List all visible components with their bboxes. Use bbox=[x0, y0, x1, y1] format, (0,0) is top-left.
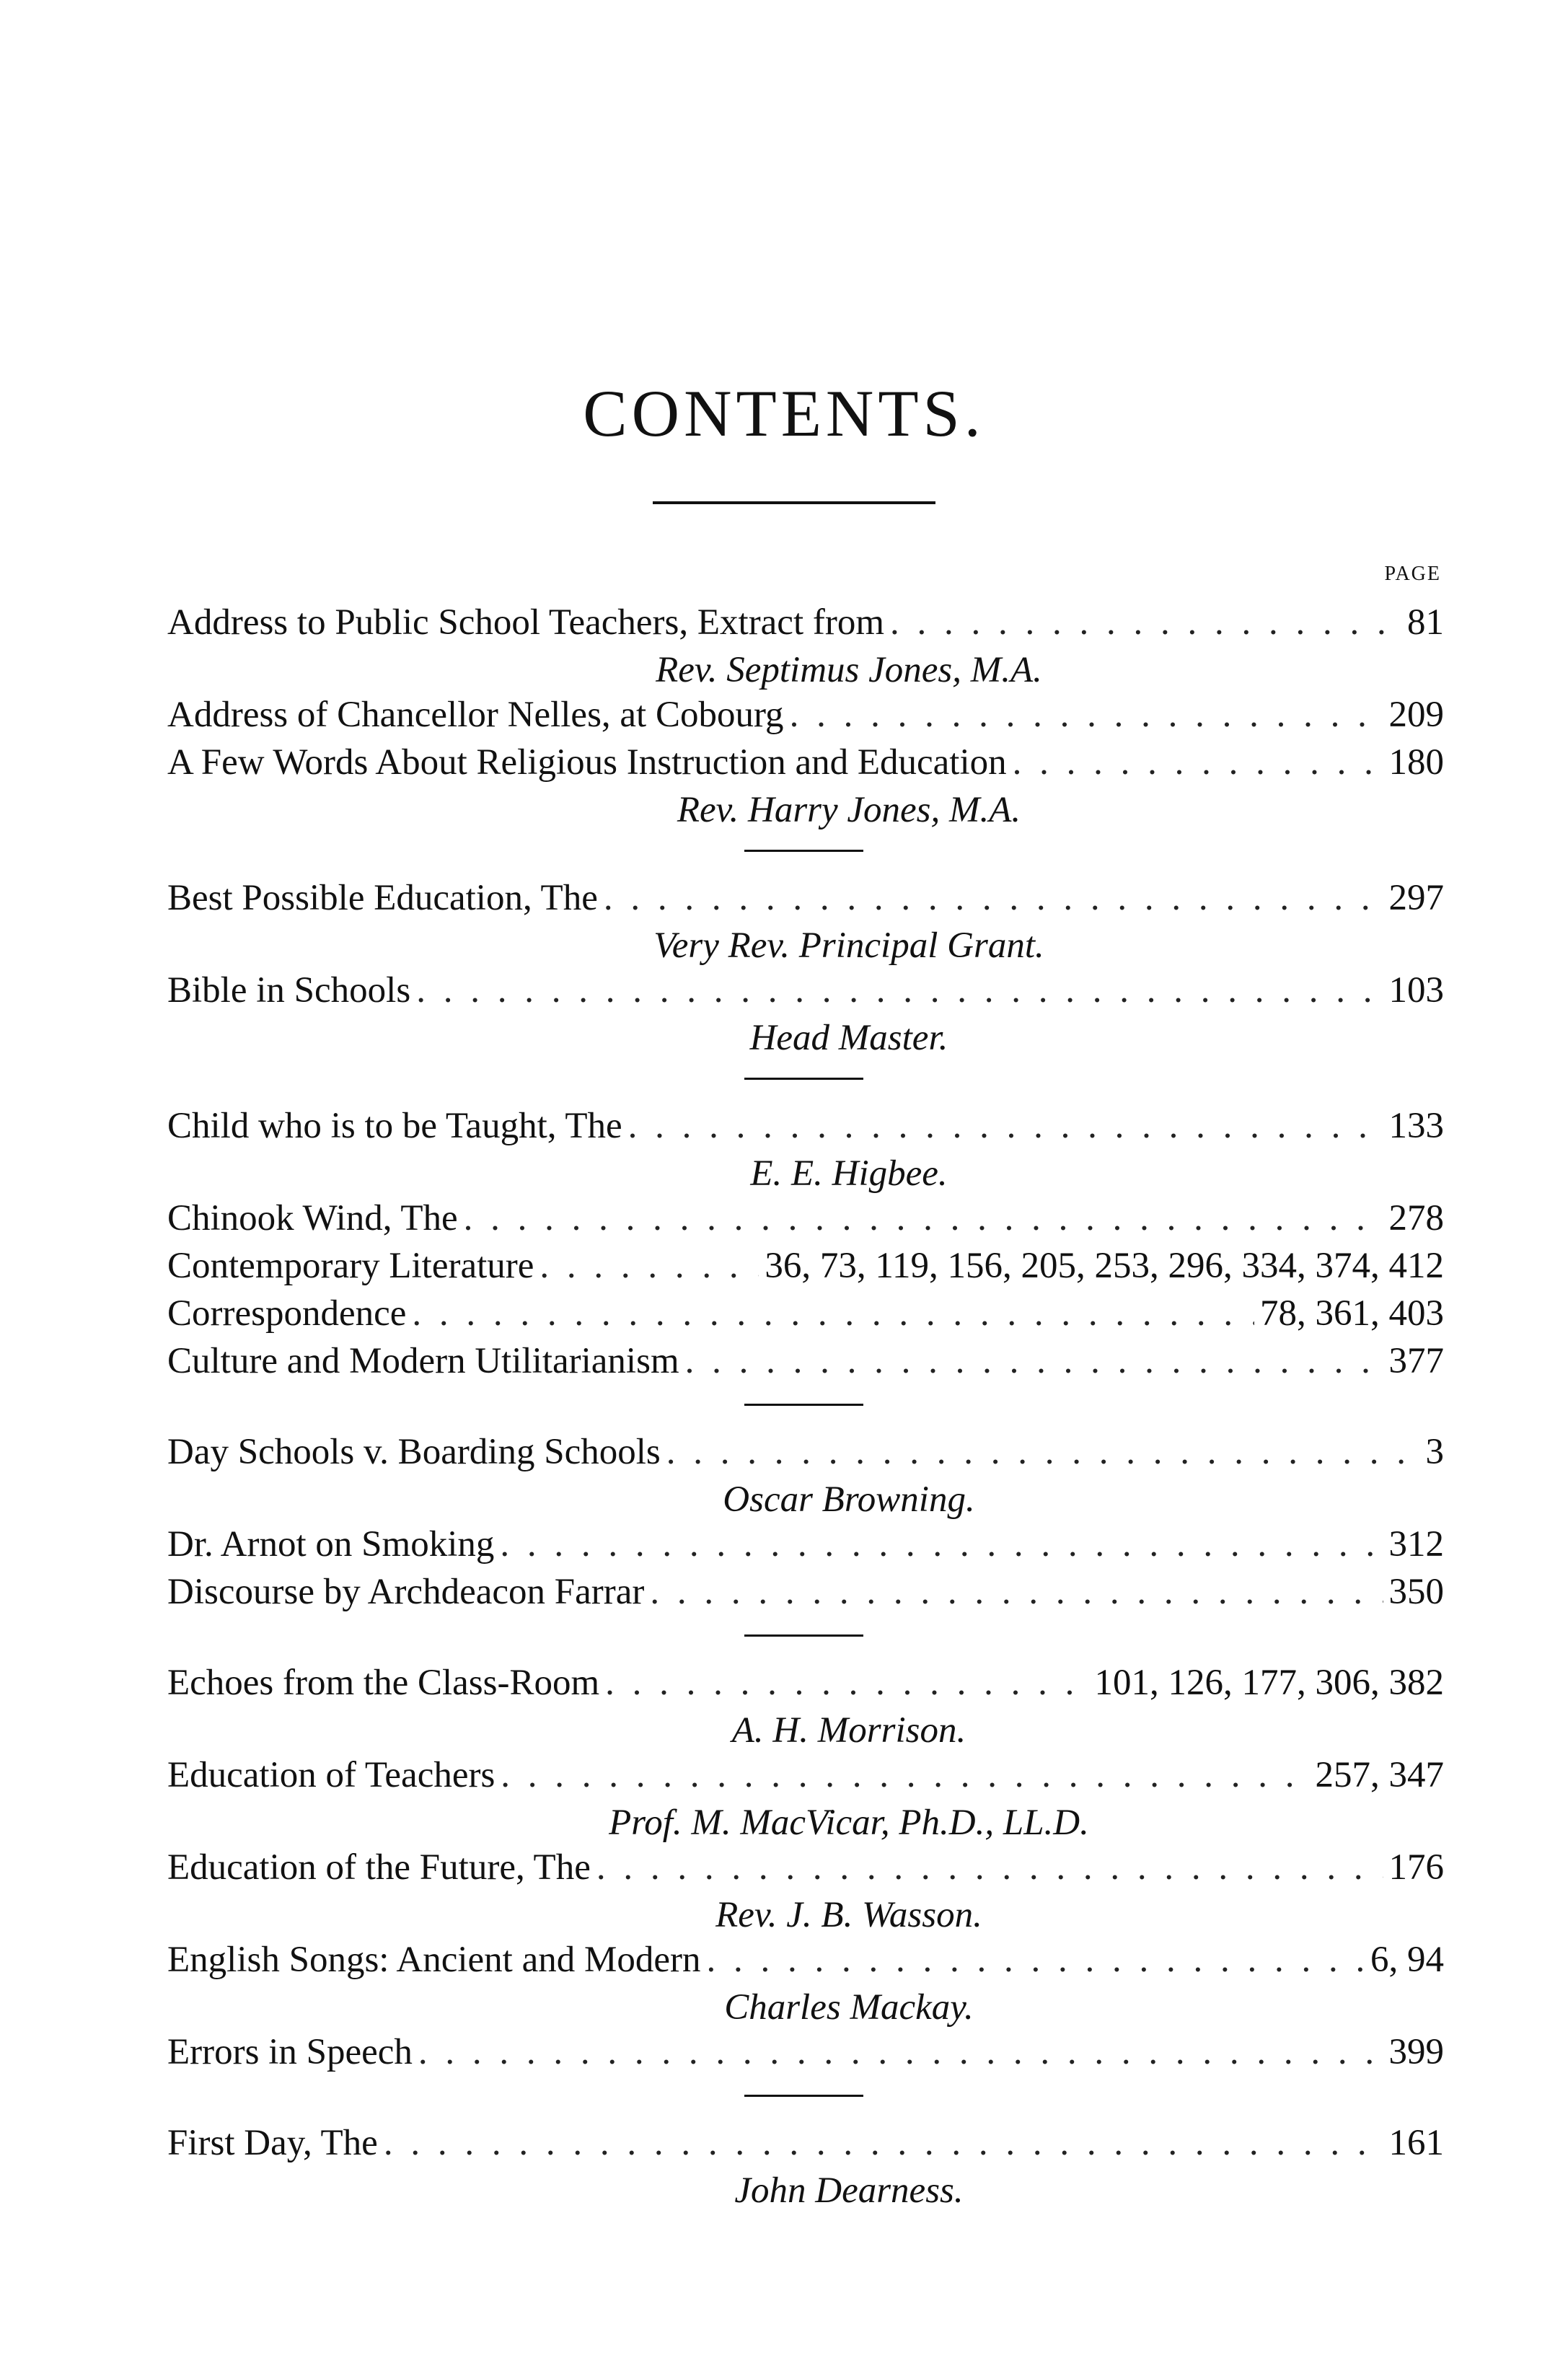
toc-entry[interactable] bbox=[167, 1337, 1444, 1385]
entry-author: John Dearness. bbox=[734, 2170, 964, 2211]
dot-leader bbox=[706, 1936, 1365, 1984]
entry-pages: 399 bbox=[1388, 2032, 1444, 2072]
entry-author: Charles Mackay. bbox=[724, 1987, 974, 2028]
entry-author: A. H. Morrison. bbox=[731, 1710, 966, 1751]
toc-entry[interactable] bbox=[167, 739, 1444, 786]
entry-title: Discourse by Archdeacon Farrar bbox=[167, 1572, 645, 1612]
entry-title: Address of Chancellor Nelles, at Cobourg bbox=[167, 695, 784, 735]
entry-pages: 209 bbox=[1388, 695, 1444, 735]
entry-author: Rev. Harry Jones, M.A. bbox=[677, 790, 1021, 830]
entry-title: Education of the Future, The bbox=[167, 1847, 591, 1888]
dot-leader bbox=[685, 1337, 1383, 1385]
dot-leader bbox=[418, 2028, 1383, 2076]
entry-title: Education of Teachers bbox=[167, 1755, 495, 1795]
title-rule bbox=[653, 501, 935, 504]
toc-entry[interactable] bbox=[167, 967, 1444, 1014]
entry-pages: 78, 361, 403 bbox=[1260, 1293, 1444, 1334]
dot-leader bbox=[666, 1428, 1420, 1476]
toc-entry[interactable] bbox=[167, 1428, 1444, 1476]
dot-leader bbox=[628, 1102, 1383, 1150]
dot-leader bbox=[790, 691, 1383, 739]
toc-entry[interactable] bbox=[167, 1936, 1444, 1984]
entry-title: Culture and Modern Utilitarianism bbox=[167, 1341, 679, 1381]
section-divider bbox=[167, 1616, 1444, 1659]
entry-pages: 350 bbox=[1388, 1572, 1444, 1612]
entry-title: Dr. Arnot on Smoking bbox=[167, 1524, 495, 1565]
dot-leader bbox=[604, 874, 1383, 922]
entry-title: Child who is to be Taught, The bbox=[167, 1106, 622, 1146]
table-of-contents bbox=[167, 599, 1444, 2212]
entry-pages: 36, 73, 119, 156, 205, 253, 296, 334, 374, 412 bbox=[765, 1246, 1444, 1286]
entry-pages: 180 bbox=[1388, 742, 1444, 783]
entry-author: Prof. M. MacVicar, Ph.D., LL.D. bbox=[609, 1803, 1089, 1843]
entry-pages: 278 bbox=[1388, 1198, 1444, 1238]
section-divider bbox=[167, 2076, 1444, 2119]
entry-title: Bible in Schools bbox=[167, 970, 411, 1011]
toc-entry[interactable] bbox=[167, 1290, 1444, 1337]
entry-title: Correspondence bbox=[167, 1293, 407, 1334]
dot-leader bbox=[501, 1751, 1309, 1799]
entry-title: A Few Words About Religious Instruction and Education bbox=[167, 742, 1007, 783]
entry-pages: 133 bbox=[1388, 1106, 1444, 1146]
dot-leader bbox=[605, 1659, 1088, 1707]
toc-entry[interactable] bbox=[167, 2119, 1444, 2167]
page-column-label: PAGE bbox=[1384, 563, 1441, 585]
entry-pages: 103 bbox=[1388, 970, 1444, 1011]
dot-leader bbox=[412, 1290, 1254, 1337]
entry-author: Head Master. bbox=[749, 1018, 948, 1058]
toc-entry[interactable] bbox=[167, 691, 1444, 739]
dot-leader bbox=[539, 1242, 759, 1290]
toc-entry[interactable] bbox=[167, 1659, 1444, 1707]
entry-title: First Day, The bbox=[167, 2123, 378, 2163]
page-title: CONTENTS. bbox=[583, 377, 985, 450]
entry-pages: 312 bbox=[1388, 1524, 1444, 1565]
toc-entry[interactable] bbox=[167, 1194, 1444, 1242]
entry-pages: 297 bbox=[1388, 878, 1444, 918]
dot-leader bbox=[596, 1844, 1383, 1891]
toc-entry[interactable] bbox=[167, 1568, 1444, 1616]
entry-pages: 101, 126, 177, 306, 382 bbox=[1094, 1663, 1444, 1703]
section-divider bbox=[167, 1385, 1444, 1428]
toc-entry[interactable] bbox=[167, 1844, 1444, 1891]
entry-title: Contemporary Literature bbox=[167, 1246, 534, 1286]
entry-title: English Songs: Ancient and Modern bbox=[167, 1940, 701, 1980]
dot-leader bbox=[464, 1194, 1383, 1242]
dot-leader bbox=[650, 1568, 1383, 1616]
toc-entry[interactable] bbox=[167, 599, 1444, 646]
entry-pages: 176 bbox=[1388, 1847, 1444, 1888]
entry-title: Chinook Wind, The bbox=[167, 1198, 458, 1238]
entry-title: Day Schools v. Boarding Schools bbox=[167, 1432, 661, 1472]
toc-entry[interactable] bbox=[167, 1751, 1444, 1799]
dot-leader bbox=[500, 1521, 1383, 1568]
entry-author: Rev. Septimus Jones, M.A. bbox=[656, 650, 1042, 690]
entry-author: Oscar Browning. bbox=[723, 1479, 975, 1520]
entry-title: Errors in Speech bbox=[167, 2032, 413, 2072]
entry-pages: 3 bbox=[1425, 1432, 1444, 1472]
toc-entry[interactable] bbox=[167, 1242, 1444, 1290]
entry-author: Very Rev. Principal Grant. bbox=[653, 925, 1044, 966]
entry-pages: 81 bbox=[1407, 602, 1444, 643]
toc-entry[interactable] bbox=[167, 874, 1444, 922]
entry-pages: 161 bbox=[1388, 2123, 1444, 2163]
entry-title: Best Possible Education, The bbox=[167, 878, 598, 918]
dot-leader bbox=[890, 599, 1401, 646]
toc-entry[interactable] bbox=[167, 1521, 1444, 1568]
entry-title: Echoes from the Class-Room bbox=[167, 1663, 600, 1703]
toc-entry[interactable] bbox=[167, 2028, 1444, 2076]
dot-leader bbox=[384, 2119, 1383, 2167]
entry-pages: 257, 347 bbox=[1315, 1755, 1444, 1795]
entry-author: Rev. J. B. Wasson. bbox=[715, 1895, 982, 1935]
entry-author: E. E. Higbee. bbox=[750, 1153, 948, 1194]
entry-title: Address to Public School Teachers, Extract from bbox=[167, 602, 885, 643]
dot-leader bbox=[1013, 739, 1383, 786]
toc-entry[interactable] bbox=[167, 1102, 1444, 1150]
section-divider bbox=[167, 831, 1444, 874]
entry-pages: 377 bbox=[1388, 1341, 1444, 1381]
entry-pages: 6, 94 bbox=[1370, 1940, 1444, 1980]
dot-leader bbox=[416, 967, 1383, 1014]
section-divider bbox=[167, 1059, 1444, 1102]
